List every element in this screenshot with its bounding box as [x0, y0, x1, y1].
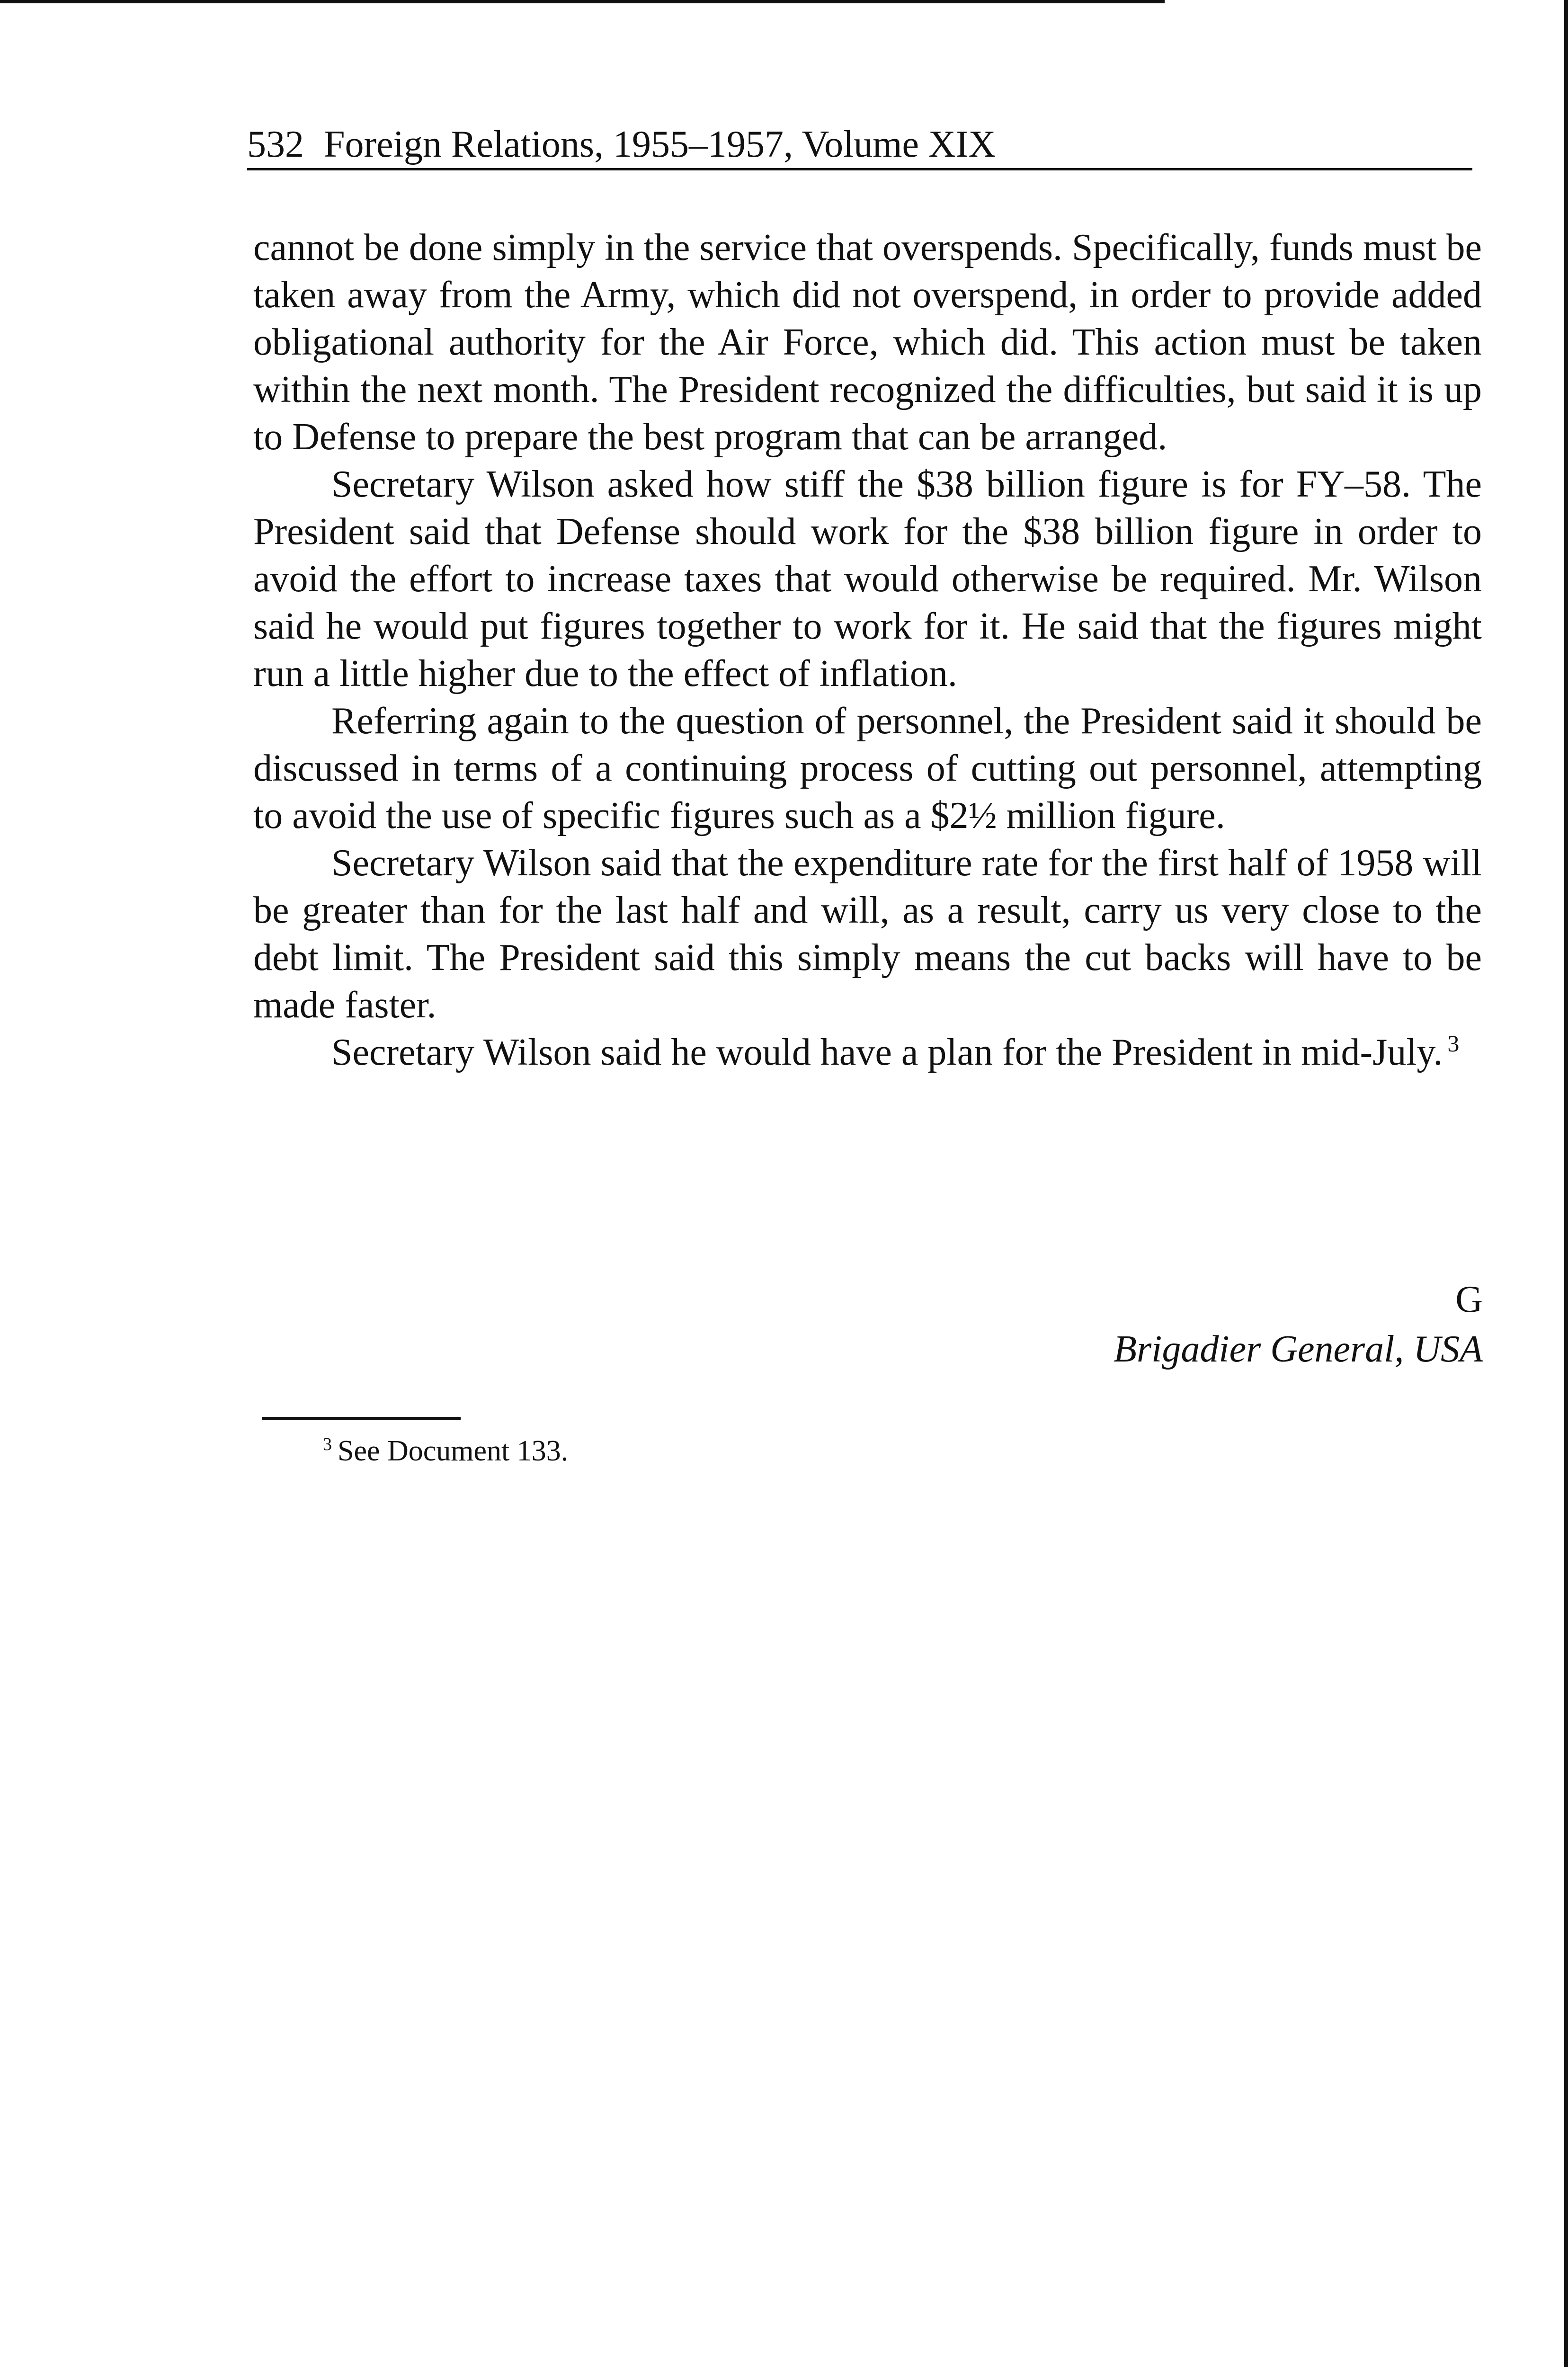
footnote-number: 3 — [323, 1434, 332, 1455]
footnote — [323, 1432, 568, 1470]
body-paragraph-text: Secretary Wilson said he would have a plan for the President in mid-July. — [331, 1032, 1443, 1073]
running-head — [247, 118, 1472, 170]
scan-edge-right — [1564, 0, 1568, 2367]
footnote-text: See Document 133. — [338, 1435, 569, 1467]
signature-title: Brigadier General, USA — [1114, 1328, 1483, 1370]
body-paragraph-last — [253, 1029, 1482, 1076]
body-paragraph: Secretary Wilson asked how stiff the $38 billion figure is for FY–58. The President said that Defense should work for the $38 billion figure in order to avoid the effort to increase taxes that would otherwise be required. Mr. Wilson said he would put figures together to work for it. He said that the figures might run a little higher due to the effect of inflation. — [253, 463, 1482, 694]
body-paragraph: cannot be done simply in the service that overspends. Specifically, funds must be taken away from the Army, which did not overspend, in order to provide added obligational authority for the Air Force, which did. This action must be taken within the next month. The President recognized the difficulties, but said it is up to Defense to prepare the best program that can be arranged. — [253, 227, 1482, 458]
running-title: Foreign Relations, 1955–1957, Volume XIX — [324, 124, 996, 165]
body-paragraph: Referring again to the question of personnel, the President said it should be discussed in terms of a continuing process of cutting out personnel, attempting to avoid the use of specific figures such as a $2½ million figure. — [253, 700, 1482, 836]
footnote-reference: 3 — [1447, 1030, 1460, 1057]
page-number: 532 — [247, 124, 304, 165]
signature-initial: G — [1455, 1279, 1483, 1320]
scan-edge-top — [0, 0, 1165, 3]
body-paragraph: Secretary Wilson said that the expenditure rate for the first half of 1958 will be greater than for the last half and will, as a result, carry us very close to the debt limit. The President said this simply means the cut backs will have to be made faster. — [253, 842, 1482, 1026]
document-body — [253, 224, 1482, 1076]
footnote-rule — [262, 1417, 461, 1420]
